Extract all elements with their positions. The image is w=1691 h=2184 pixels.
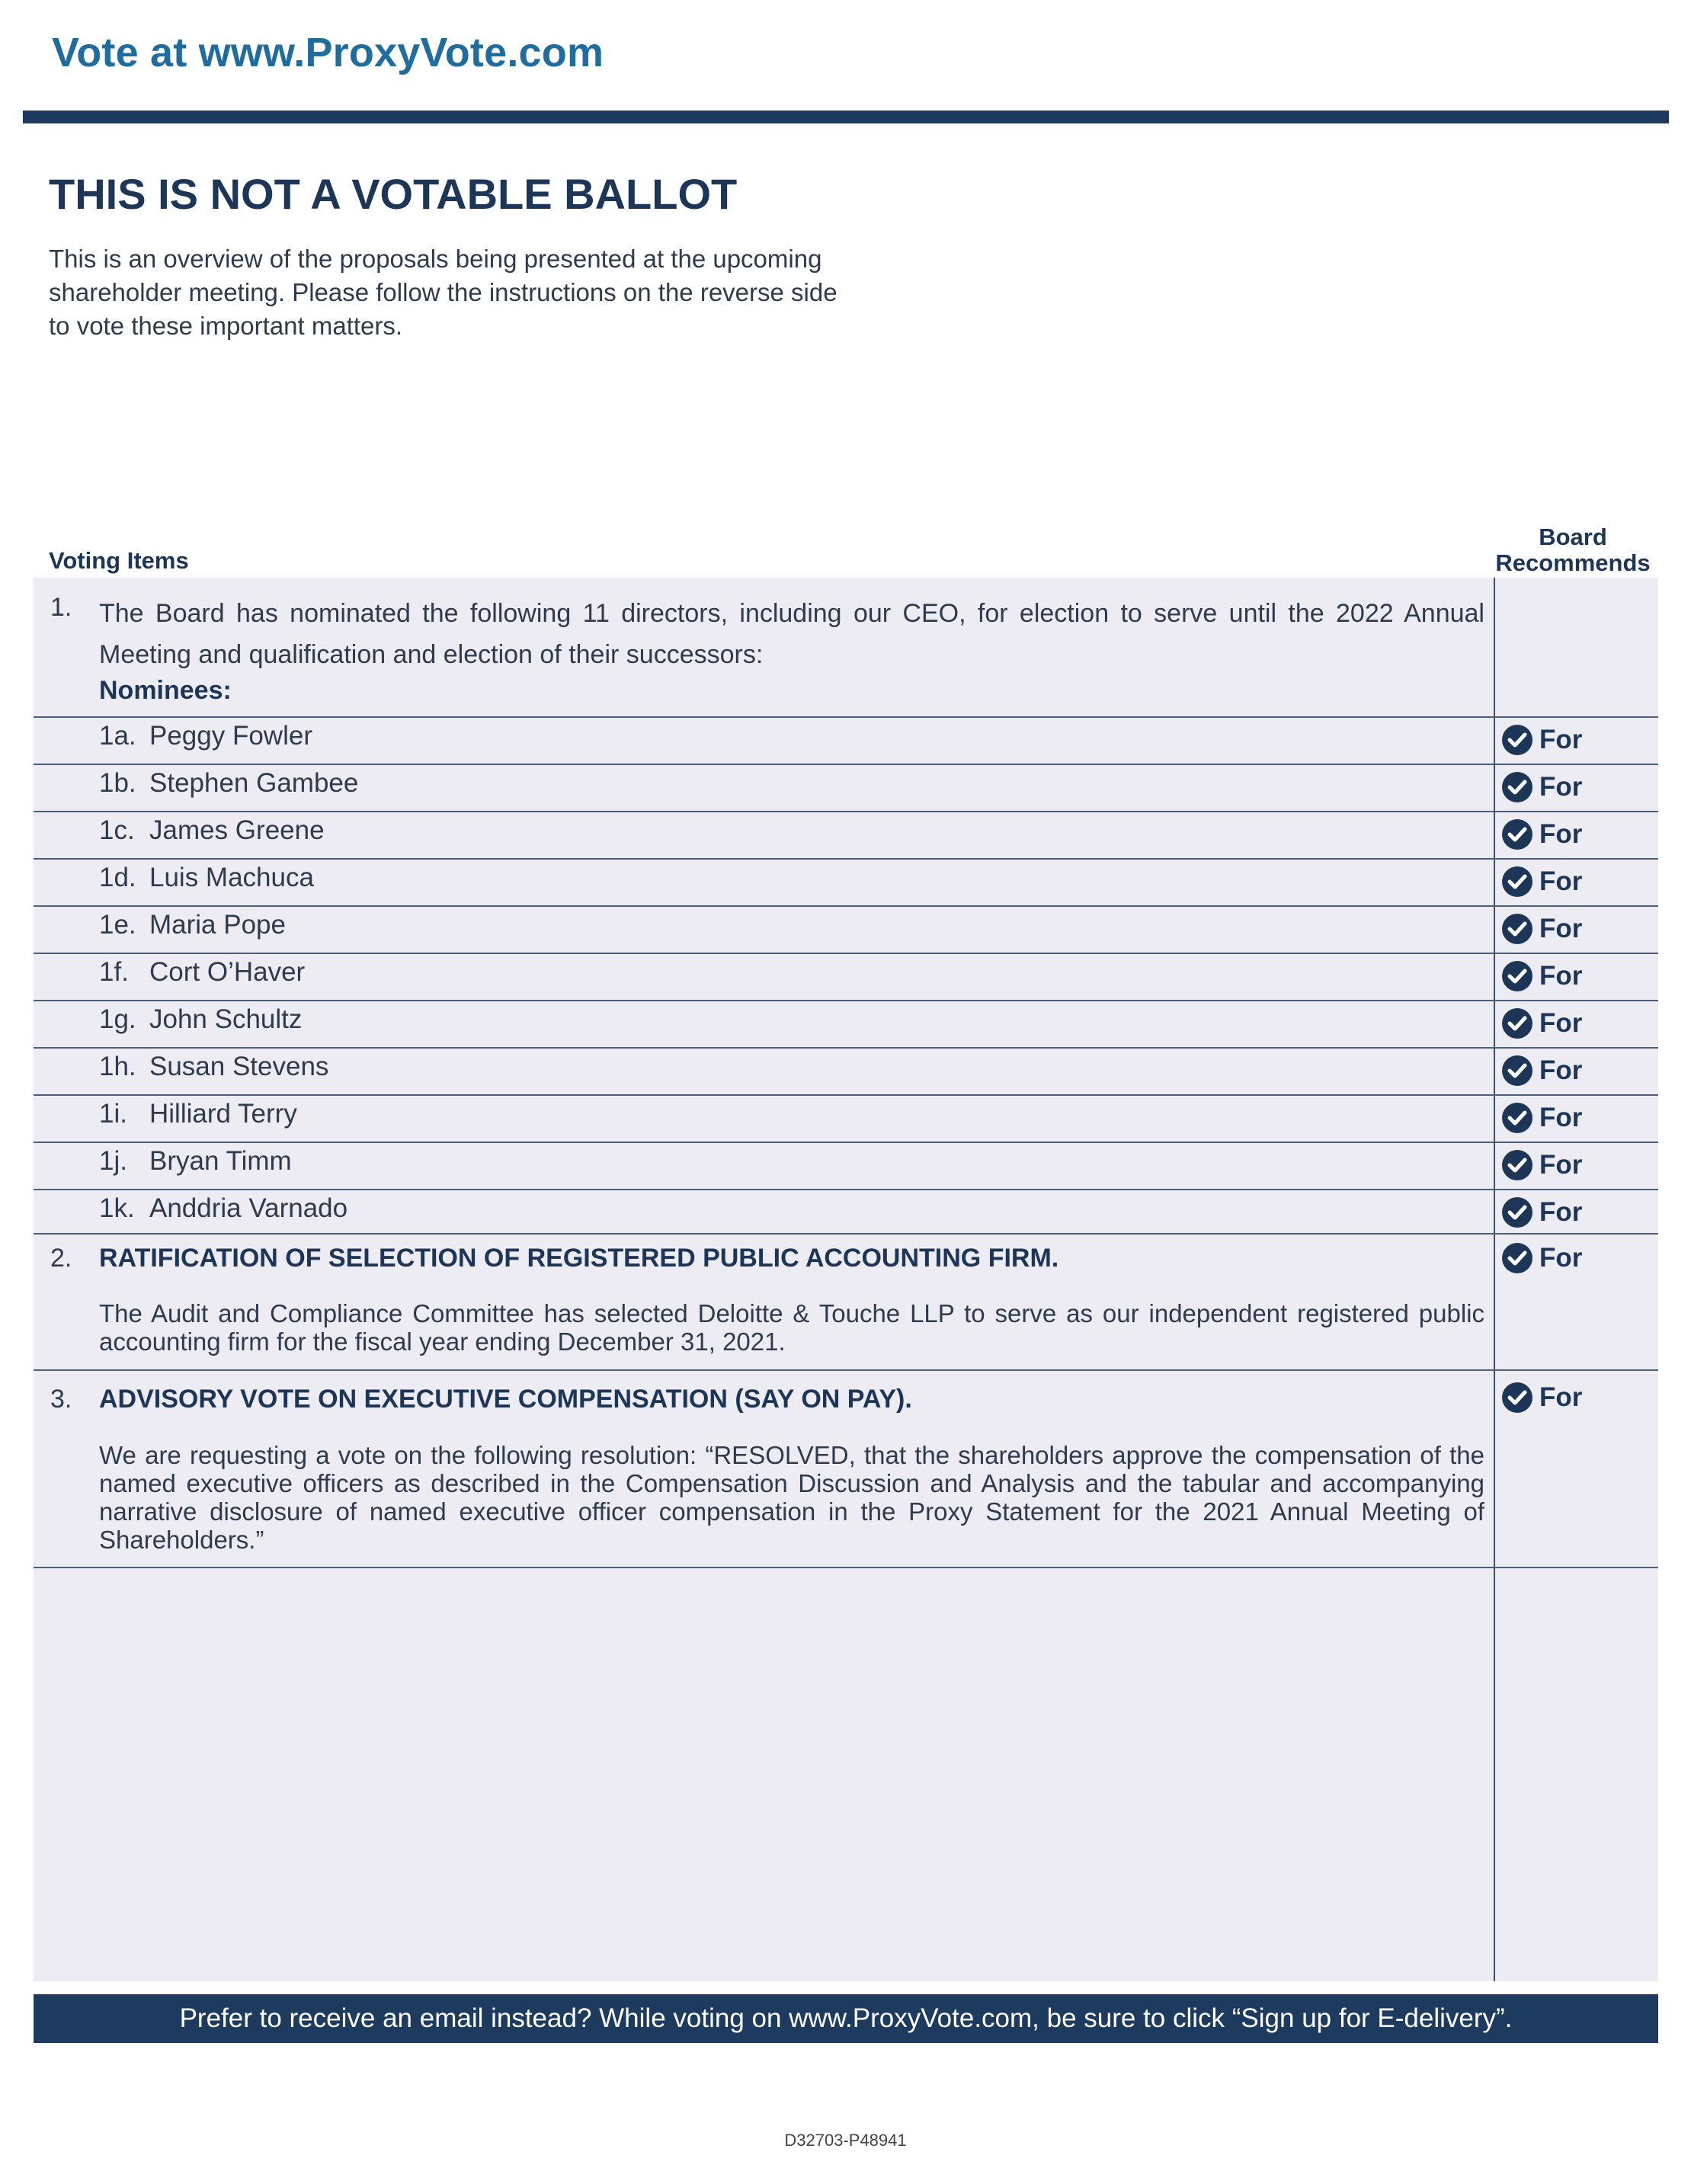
nominee-row (99, 1099, 297, 1129)
check-circle-icon (1501, 818, 1533, 850)
nominee-code: 1h. (99, 1052, 136, 1081)
nominee-code: 1g. (99, 1004, 136, 1034)
nominee-row (99, 957, 305, 988)
nominee-code: 1j. (99, 1146, 127, 1176)
check-circle-icon (1501, 724, 1533, 756)
nominees-label: Nominees: (99, 676, 232, 705)
recommendation-label: For (1539, 1197, 1583, 1227)
nominee-row (99, 815, 325, 846)
nominee-recommendation (1501, 960, 1582, 992)
nominee-name: Maria Pope (149, 910, 286, 940)
nominee-code: 1f. (99, 957, 129, 987)
document-code: D32703-P48941 (784, 2131, 907, 2150)
check-circle-icon (1501, 1149, 1533, 1181)
nominee-recommendation (1501, 1102, 1582, 1134)
nominee-code: 1c. (99, 815, 135, 845)
proposal-1-number: 1. (50, 593, 72, 622)
recommendation-label: For (1539, 1055, 1583, 1085)
row-divider (34, 811, 1658, 812)
header-rule (23, 110, 1669, 123)
proposal-1-text: The Board has nominated the following 11 directors, including our CEO, for election to serve until the 2022 Annual Meeting and qualification and election of their successors: (99, 599, 1484, 669)
row-divider (34, 1233, 1658, 1235)
nominee-code: 1i. (99, 1099, 127, 1129)
nominee-recommendation (1501, 1149, 1582, 1181)
nominee-code: 1k. (99, 1193, 135, 1223)
nominee-recommendation (1501, 724, 1582, 756)
row-divider (34, 1567, 1658, 1568)
nominee-recommendation (1501, 913, 1582, 945)
nominee-row (99, 1146, 292, 1177)
nominee-name: Stephen Gambee (149, 768, 359, 798)
nominee-recommendation (1501, 818, 1582, 850)
recommendation-label: For (1539, 1103, 1583, 1132)
check-circle-icon (1501, 1242, 1533, 1274)
proposal-3-title: ADVISORY VOTE ON EXECUTIVE COMPENSATION (SAY ON PAY). (99, 1385, 912, 1414)
row-divider (34, 1142, 1658, 1143)
recommendation-label: For (1539, 1243, 1583, 1273)
row-divider (34, 764, 1658, 765)
nominee-row (99, 863, 314, 893)
nominee-name: John Schultz (149, 1004, 303, 1034)
check-circle-icon (1501, 1102, 1533, 1134)
check-circle-icon (1501, 866, 1533, 898)
recommendation-label: For (1539, 961, 1583, 991)
header-title[interactable]: Vote at www.ProxyVote.com (52, 30, 604, 75)
row-divider (34, 1094, 1658, 1096)
recommendation-label: For (1539, 725, 1583, 754)
e-delivery-banner: Prefer to receive an email instead? While voting on www.ProxyVote.com, be sure to click “Sign up for E-delivery”. (34, 1994, 1658, 2043)
nominee-name: Hilliard Terry (149, 1099, 297, 1129)
proposal-2-title: RATIFICATION OF SELECTION OF REGISTERED PUBLIC ACCOUNTING FIRM. (99, 1244, 1059, 1273)
nominee-recommendation (1501, 1055, 1582, 1087)
row-divider (34, 953, 1658, 954)
check-circle-icon (1501, 1382, 1533, 1414)
nominee-name: Anddria Varnado (149, 1193, 348, 1223)
nominee-row (99, 721, 312, 751)
proposal-3-body: We are requesting a vote on the following resolution: “RESOLVED, that the shareholders approve the compensation of the named executive officers as described in the Compensation Discussion and Analysis and the tabular and accompanying narrative disclosure of named executive officer compensation in the Proxy Statement for the 2021 Annual Meeting of Shareholders.” (99, 1441, 1484, 1554)
row-divider (34, 716, 1658, 718)
column-divider (1494, 578, 1495, 1981)
recommendation-label: For (1539, 819, 1583, 849)
row-divider (34, 858, 1658, 860)
recommendation-label: For (1539, 1008, 1583, 1038)
nominee-code: 1e. (99, 910, 136, 940)
proposal-2-recommendation (1501, 1242, 1582, 1274)
voting-items-header: Voting Items (49, 547, 189, 574)
nominee-name: Susan Stevens (149, 1052, 329, 1081)
proposal-2-body: The Audit and Compliance Committee has selected Deloitte & Touche LLP to serve as our independent registered public accounting firm for the fiscal year ending December 31, 2021. (99, 1299, 1484, 1356)
nominee-row (99, 1004, 302, 1035)
nominee-name: James Greene (149, 815, 325, 845)
recommendation-label: For (1539, 1150, 1583, 1180)
check-circle-icon (1501, 913, 1533, 945)
board-recommends-header: Board Recommends (1495, 524, 1651, 576)
nominee-code: 1d. (99, 863, 136, 892)
row-divider (34, 905, 1658, 907)
check-circle-icon (1501, 1055, 1533, 1087)
proposal-3-recommendation (1501, 1382, 1582, 1414)
nominee-name: Bryan Timm (149, 1146, 292, 1176)
proposal-2-number: 2. (50, 1244, 72, 1273)
row-divider (34, 1047, 1658, 1049)
nominee-code: 1a. (99, 721, 136, 751)
proposal-3-number: 3. (50, 1385, 72, 1414)
nominee-recommendation (1501, 1196, 1582, 1228)
notice-title: THIS IS NOT A VOTABLE BALLOT (49, 170, 738, 218)
nominee-row (99, 1193, 347, 1224)
row-divider (34, 1000, 1658, 1001)
nominee-recommendation (1501, 771, 1582, 803)
check-circle-icon (1501, 960, 1533, 992)
nominee-row (99, 1052, 328, 1082)
recommendation-label: For (1539, 866, 1583, 896)
nominee-code: 1b. (99, 768, 136, 798)
check-circle-icon (1501, 771, 1533, 803)
check-circle-icon (1501, 1007, 1533, 1039)
row-divider (34, 1369, 1658, 1371)
row-divider (34, 1189, 1658, 1190)
recommendation-label: For (1539, 914, 1583, 943)
recommendation-label: For (1539, 772, 1583, 802)
recommendation-label: For (1539, 1382, 1583, 1412)
nominee-name: Cort O’Haver (149, 957, 306, 987)
check-circle-icon (1501, 1196, 1533, 1228)
nominee-name: Luis Machuca (149, 863, 314, 892)
notice-body: This is an overview of the proposals being presented at the upcoming shareholder meeting. Please follow the instructions on the reverse side to vote these important matters. (49, 245, 837, 340)
nominee-recommendation (1501, 866, 1582, 898)
nominee-row (99, 768, 358, 799)
nominee-name: Peggy Fowler (149, 721, 312, 751)
nominee-row (99, 910, 286, 940)
nominee-recommendation (1501, 1007, 1582, 1039)
